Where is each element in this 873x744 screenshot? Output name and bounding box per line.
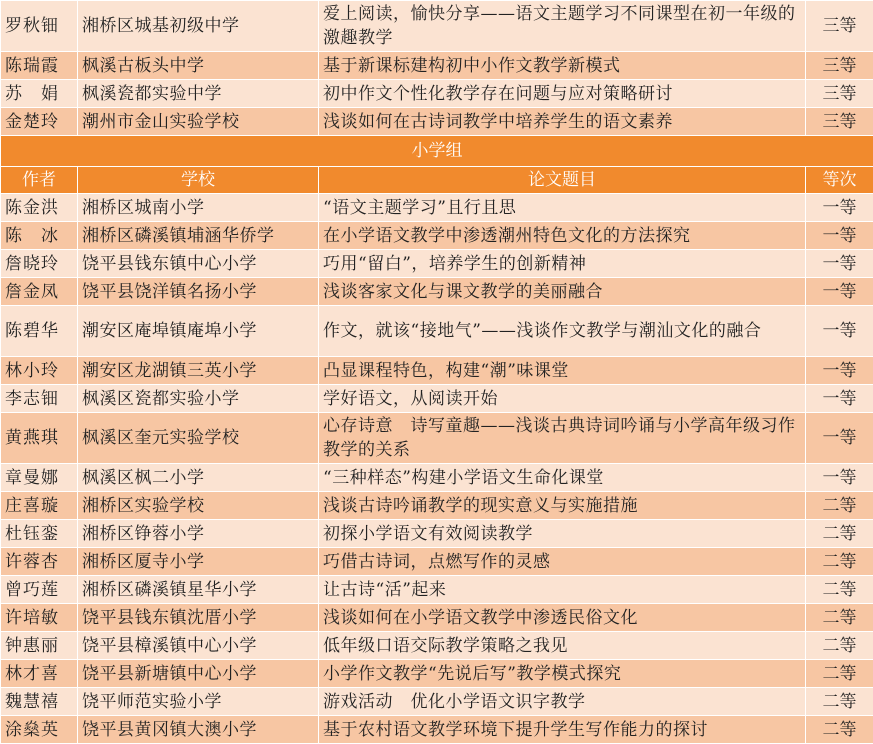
grade-cell: 二等 xyxy=(806,716,873,744)
school-cell: 湘桥区城南小学 xyxy=(78,194,319,222)
grade-cell: 一等 xyxy=(806,278,873,306)
paper-title-cell: 浅谈客家文化与课文教学的美丽融合 xyxy=(319,278,806,306)
school-cell: 湘桥区实验学校 xyxy=(78,492,319,520)
school-cell: 饶平师范实验小学 xyxy=(78,688,319,716)
grade-cell: 一等 xyxy=(806,222,873,250)
school-cell: 湘桥区城基初级中学 xyxy=(78,1,319,52)
paper-title-cell: 学好语文，从阅读开始 xyxy=(319,385,806,413)
table-row xyxy=(1,108,873,136)
school-cell: 饶平县樟溪镇中心小学 xyxy=(78,632,319,660)
paper-title-cell: 初中作文个性化教学存在问题与应对策略研讨 xyxy=(319,80,806,108)
table-row xyxy=(1,464,873,492)
school-cell: 潮安区龙湖镇三英小学 xyxy=(78,357,319,385)
table-row xyxy=(1,250,873,278)
school-cell: 湘桥区磷溪镇星华小学 xyxy=(78,576,319,604)
paper-title-cell: “三种样态”构建小学语文生命化课堂 xyxy=(319,464,806,492)
author-cell: 林才喜 xyxy=(1,660,78,688)
author-cell: 陈金洪 xyxy=(1,194,78,222)
paper-title-cell: 游戏活动 优化小学语文识字教学 xyxy=(319,688,806,716)
grade-cell: 三等 xyxy=(806,108,873,136)
author-cell: 钟惠丽 xyxy=(1,632,78,660)
paper-title-cell: 爱上阅读，愉快分享——语文主题学习不同课型在初一年级的激趣教学 xyxy=(319,1,806,52)
school-cell: 潮安区庵埠镇庵埠小学 xyxy=(78,306,319,357)
grade-cell: 一等 xyxy=(806,413,873,464)
school-cell: 饶平县黄冈镇大澳小学 xyxy=(78,716,319,744)
table-row xyxy=(1,222,873,250)
author-cell: 涂燊英 xyxy=(1,716,78,744)
grade-cell: 二等 xyxy=(806,520,873,548)
author-cell: 魏慧禧 xyxy=(1,688,78,716)
group-header-row xyxy=(1,136,873,167)
school-cell: 饶平县饶洋镇名扬小学 xyxy=(78,278,319,306)
author-cell: 林小玲 xyxy=(1,357,78,385)
paper-title-cell: 巧用“留白”，培养学生的创新精神 xyxy=(319,250,806,278)
table-row xyxy=(1,385,873,413)
author-cell: 黄燕琪 xyxy=(1,413,78,464)
table-row xyxy=(1,80,873,108)
paper-title-cell: 基于农村语文教学环境下提升学生写作能力的探讨 xyxy=(319,716,806,744)
table-row xyxy=(1,520,873,548)
author-cell: 金楚玲 xyxy=(1,108,78,136)
author-cell: 曾巧莲 xyxy=(1,576,78,604)
paper-title-cell: 心存诗意 诗写童趣——浅谈古典诗词吟诵与小学高年级习作教学的关系 xyxy=(319,413,806,464)
column-header-row xyxy=(1,167,873,194)
grade-cell: 二等 xyxy=(806,632,873,660)
grade-cell: 一等 xyxy=(806,306,873,357)
award-table-body xyxy=(1,1,873,744)
paper-title-cell: 凸显课程特色，构建“潮”味课堂 xyxy=(319,357,806,385)
table-row xyxy=(1,357,873,385)
table-row xyxy=(1,688,873,716)
table-row xyxy=(1,52,873,80)
grade-cell: 三等 xyxy=(806,1,873,52)
author-cell: 詹金凤 xyxy=(1,278,78,306)
paper-title-cell: 浅谈古诗吟诵教学的现实意义与实施措施 xyxy=(319,492,806,520)
grade-cell: 二等 xyxy=(806,688,873,716)
grade-cell: 三等 xyxy=(806,80,873,108)
school-cell: 饶平县新塘镇中心小学 xyxy=(78,660,319,688)
school-cell: 枫溪区瓷都实验小学 xyxy=(78,385,319,413)
school-cell: 潮州市金山实验学校 xyxy=(78,108,319,136)
paper-title-cell: 在小学语文教学中渗透潮州特色文化的方法探究 xyxy=(319,222,806,250)
author-cell: 章曼娜 xyxy=(1,464,78,492)
table-row xyxy=(1,492,873,520)
paper-title-cell: 低年级口语交际教学策略之我见 xyxy=(319,632,806,660)
author-cell: 罗秋钿 xyxy=(1,1,78,52)
school-cell: 饶平县钱东镇沈厝小学 xyxy=(78,604,319,632)
table-row xyxy=(1,604,873,632)
table-row xyxy=(1,194,873,222)
author-cell: 杜钰銮 xyxy=(1,520,78,548)
grade-cell: 一等 xyxy=(806,464,873,492)
grade-cell: 一等 xyxy=(806,250,873,278)
header-title: 论文题目 xyxy=(319,167,806,194)
author-cell: 陈碧华 xyxy=(1,306,78,357)
table-row xyxy=(1,306,873,357)
paper-title-cell: 巧借古诗词，点燃写作的灵感 xyxy=(319,548,806,576)
author-cell: 陈瑞霞 xyxy=(1,52,78,80)
header-grade: 等次 xyxy=(806,167,873,194)
table-row xyxy=(1,632,873,660)
table-row xyxy=(1,278,873,306)
author-cell: 许培敏 xyxy=(1,604,78,632)
paper-title-cell: 浅谈如何在小学语文教学中渗透民俗文化 xyxy=(319,604,806,632)
paper-title-cell: 小学作文教学“先说后写”教学模式探究 xyxy=(319,660,806,688)
school-cell: 枫溪古板头中学 xyxy=(78,52,319,80)
paper-title-cell: 作文，就该“接地气”——浅谈作文教学与潮汕文化的融合 xyxy=(319,306,806,357)
author-cell: 詹晓玲 xyxy=(1,250,78,278)
author-cell: 许蓉杏 xyxy=(1,548,78,576)
table-row xyxy=(1,576,873,604)
school-cell: 枫溪区奎元实验学校 xyxy=(78,413,319,464)
school-cell: 饶平县钱东镇中心小学 xyxy=(78,250,319,278)
grade-cell: 一等 xyxy=(806,385,873,413)
group-title: 小学组 xyxy=(1,136,873,167)
author-cell: 陈 冰 xyxy=(1,222,78,250)
author-cell: 苏 娟 xyxy=(1,80,78,108)
grade-cell: 二等 xyxy=(806,604,873,632)
grade-cell: 三等 xyxy=(806,52,873,80)
grade-cell: 一等 xyxy=(806,357,873,385)
school-cell: 湘桥区铮蓉小学 xyxy=(78,520,319,548)
table-row xyxy=(1,660,873,688)
author-cell: 李志钿 xyxy=(1,385,78,413)
author-cell: 庄喜璇 xyxy=(1,492,78,520)
school-cell: 湘桥区厦寺小学 xyxy=(78,548,319,576)
paper-title-cell: “语文主题学习”且行且思 xyxy=(319,194,806,222)
school-cell: 枫溪区枫二小学 xyxy=(78,464,319,492)
school-cell: 湘桥区磷溪镇埔涵华侨学 xyxy=(78,222,319,250)
grade-cell: 二等 xyxy=(806,492,873,520)
paper-title-cell: 初探小学语文有效阅读教学 xyxy=(319,520,806,548)
table-row xyxy=(1,548,873,576)
paper-title-cell: 浅谈如何在古诗词教学中培养学生的语文素养 xyxy=(319,108,806,136)
school-cell: 枫溪瓷都实验中学 xyxy=(78,80,319,108)
header-school: 学校 xyxy=(78,167,319,194)
grade-cell: 一等 xyxy=(806,194,873,222)
header-author: 作者 xyxy=(1,167,78,194)
table-row xyxy=(1,413,873,464)
grade-cell: 二等 xyxy=(806,576,873,604)
paper-title-cell: 让古诗“活”起来 xyxy=(319,576,806,604)
grade-cell: 二等 xyxy=(806,548,873,576)
grade-cell: 二等 xyxy=(806,660,873,688)
table-row xyxy=(1,716,873,744)
paper-title-cell: 基于新课标建构初中小作文教学新模式 xyxy=(319,52,806,80)
table-row xyxy=(1,1,873,52)
